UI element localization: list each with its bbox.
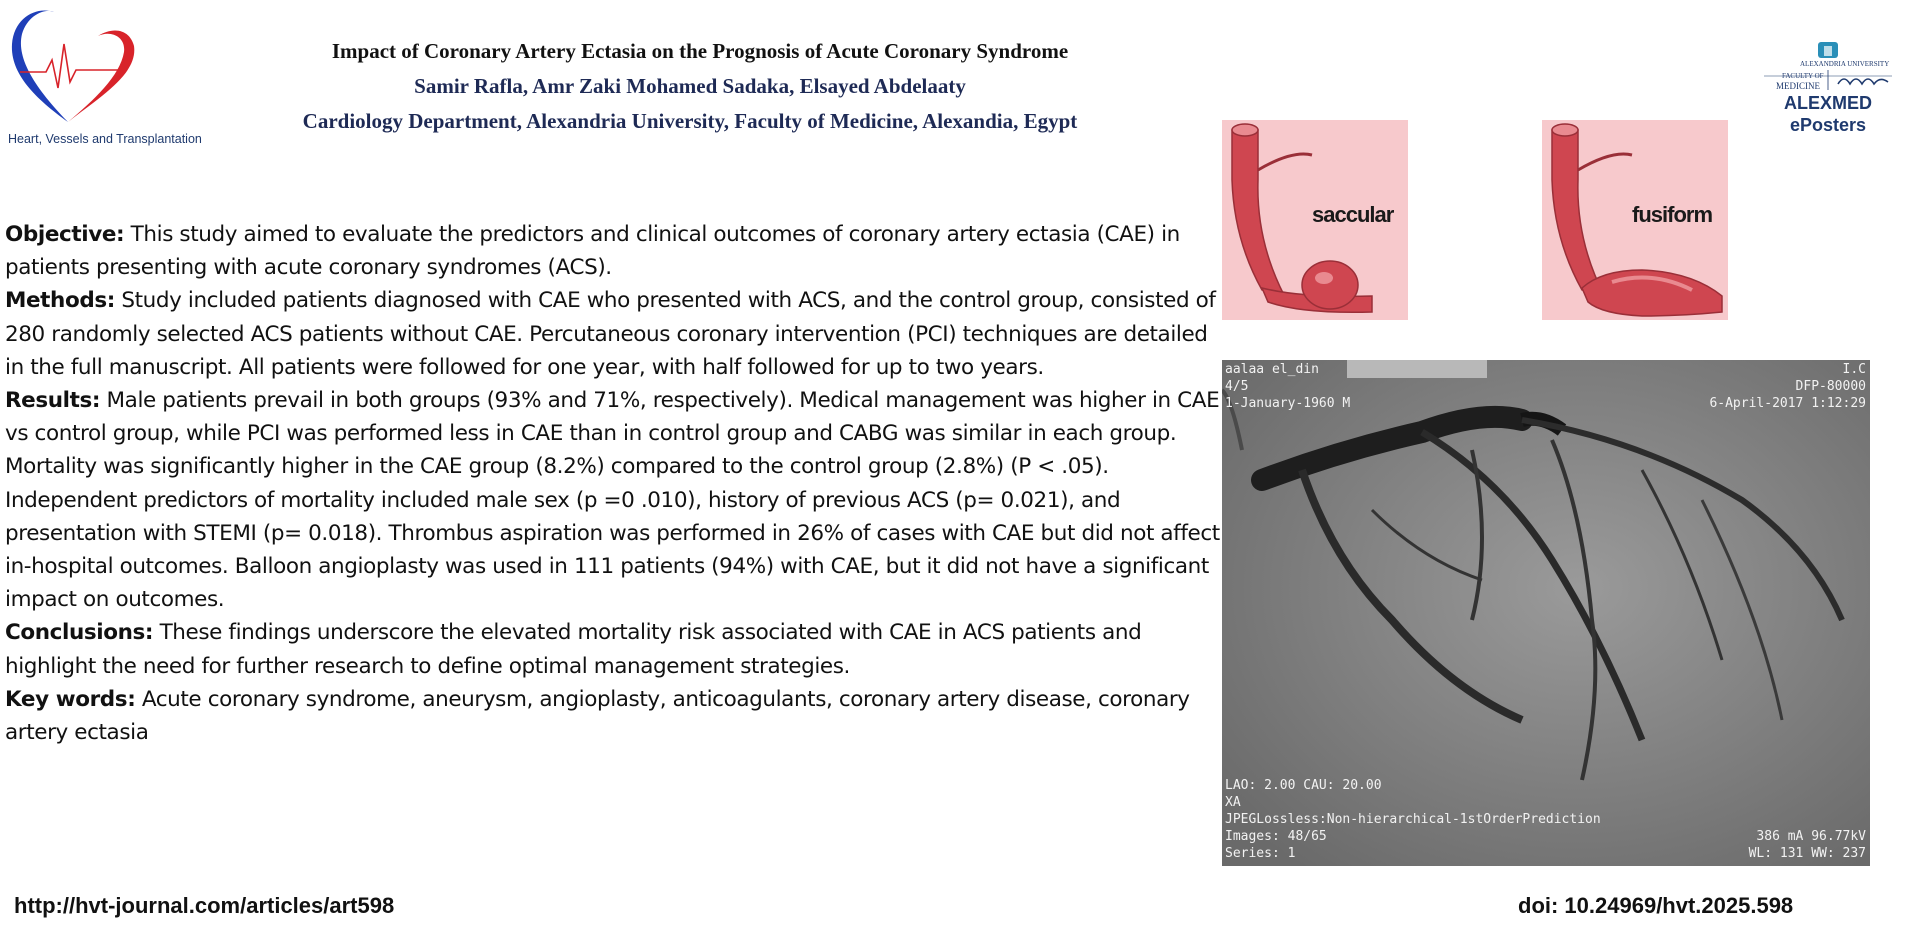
angio-frame: 4/5: [1225, 379, 1249, 394]
poster-header: [230, 36, 1150, 136]
article-url-link[interactable]: http://hvt-journal.com/articles/art598: [14, 893, 395, 918]
keywords-paragraph: [5, 683, 1220, 749]
fusiform-aneurysm-figure: [1542, 120, 1728, 320]
angio-compression: JPEGLossless:Non-hierarchical-1stOrderPrediction: [1225, 812, 1601, 827]
alexmed-name: ALEXMED: [1783, 93, 1872, 113]
faculty-line2: MEDICINE: [1776, 81, 1820, 91]
angio-device: DFP-80000: [1795, 379, 1866, 394]
university-label: ALEXANDRIA UNIVERSITY: [1800, 60, 1890, 68]
angio-patient-name: aalaa el_din: [1225, 362, 1319, 377]
results-paragraph: [5, 384, 1220, 450]
objective-paragraph: [5, 218, 1220, 284]
objective-text: This study aimed to evaluate the predictors and clinical outcomes of coronary artery ectasia (CAE) in patients presenting with acute coronary syndromes (ACS).: [5, 222, 1180, 281]
keywords-text: Acute coronary syndrome, aneurysm, angioplasty, anticoagulants, coronary artery disease, coronary artery ectasia: [5, 686, 1190, 746]
conclusions-text: These findings underscore the elevated mortality risk associated with CAE in ACS patients and highlight the need for further research to define optimal management strategies.: [5, 620, 1142, 679]
results-label: Results:: [5, 388, 101, 414]
conclusions-label: Conclusions:: [5, 620, 154, 646]
keywords-label: Key words:: [5, 686, 136, 712]
alexmed-logo: [1758, 36, 1898, 146]
angio-modality: XA: [1225, 795, 1241, 810]
results-text: Male patients prevail in both groups (93% and 71%, respectively). Medical management was higher in CAE vs control group, while PCI was performed less in CAE than in control group and CABG was similar in each group.: [5, 388, 1220, 447]
angio-date: 6-April-2017 1:12:29: [1709, 396, 1866, 411]
methods-label: Methods:: [5, 288, 115, 314]
doi-label: doi: 10.24969/hvt.2025.598: [1518, 893, 1794, 918]
angio-angle: LAO: 2.00 CAU: 20.00: [1225, 778, 1382, 793]
angio-series: Series: 1: [1225, 846, 1296, 861]
angio-images: Images: 48/65: [1225, 829, 1327, 844]
angio-dob: 1-January-1960 M: [1225, 396, 1351, 411]
angio-exposure: 386 mA 96.77kV: [1756, 829, 1866, 844]
abstract-body: [5, 218, 1220, 749]
affiliation: Cardiology Department, Alexandria University, Faculty of Medicine, Alexandia, Egypt: [302, 109, 1078, 133]
objective-label: Objective:: [5, 222, 125, 247]
conclusions-paragraph: [5, 616, 1220, 682]
fusiform-label: fusiform: [1632, 202, 1712, 227]
angio-institution: I.C: [1842, 362, 1866, 377]
journal-logo: [6, 4, 226, 154]
alexmed-crest: [1758, 36, 1898, 92]
journal-name: Heart, Vessels and Transplantation: [8, 132, 202, 146]
faculty-line1: FACULTY OF: [1782, 72, 1824, 80]
saccular-label: saccular: [1312, 202, 1394, 227]
heart-logo-icon: [6, 4, 146, 129]
angio-window: WL: 131 WW: 237: [1748, 846, 1866, 861]
authors: Samir Rafla, Amr Zaki Mohamed Sadaka, Elsayed Abdelaaty: [414, 74, 966, 98]
results-continued-paragraph: Mortality was significantly higher in the CAE group (8.2%) compared to the control group (2.8%) (P < .05). Independent predictors of mortality included male sex (p =0 .010), history of previous ACS (p= 0.021), and presentation with STEMI (p= 0.018). Thrombus aspiration was performed in 26% of cases with CAE but did not affect in-hospital outcomes. Balloon angioplasty was used in 111 patients (94%) with CAE, but it did not have a significant impact on outcomes.: [5, 454, 1220, 613]
saccular-aneurysm-figure: [1222, 120, 1408, 320]
methods-paragraph: [5, 284, 1220, 384]
paper-title: Impact of Coronary Artery Ectasia on the Prognosis of Acute Coronary Syndrome: [331, 39, 1069, 63]
coronary-angiogram-image: [1222, 360, 1870, 866]
alexmed-subtitle: ePosters: [1789, 115, 1867, 135]
methods-text: Study included patients diagnosed with CAE who presented with ACS, and the control group, consisted of 280 randomly selected ACS patients without CAE. Percutaneous coronary intervention (PCI) techniques are detailed in the full manuscript. All patients were followed for one year, with half followed for up to two years.: [5, 288, 1216, 380]
